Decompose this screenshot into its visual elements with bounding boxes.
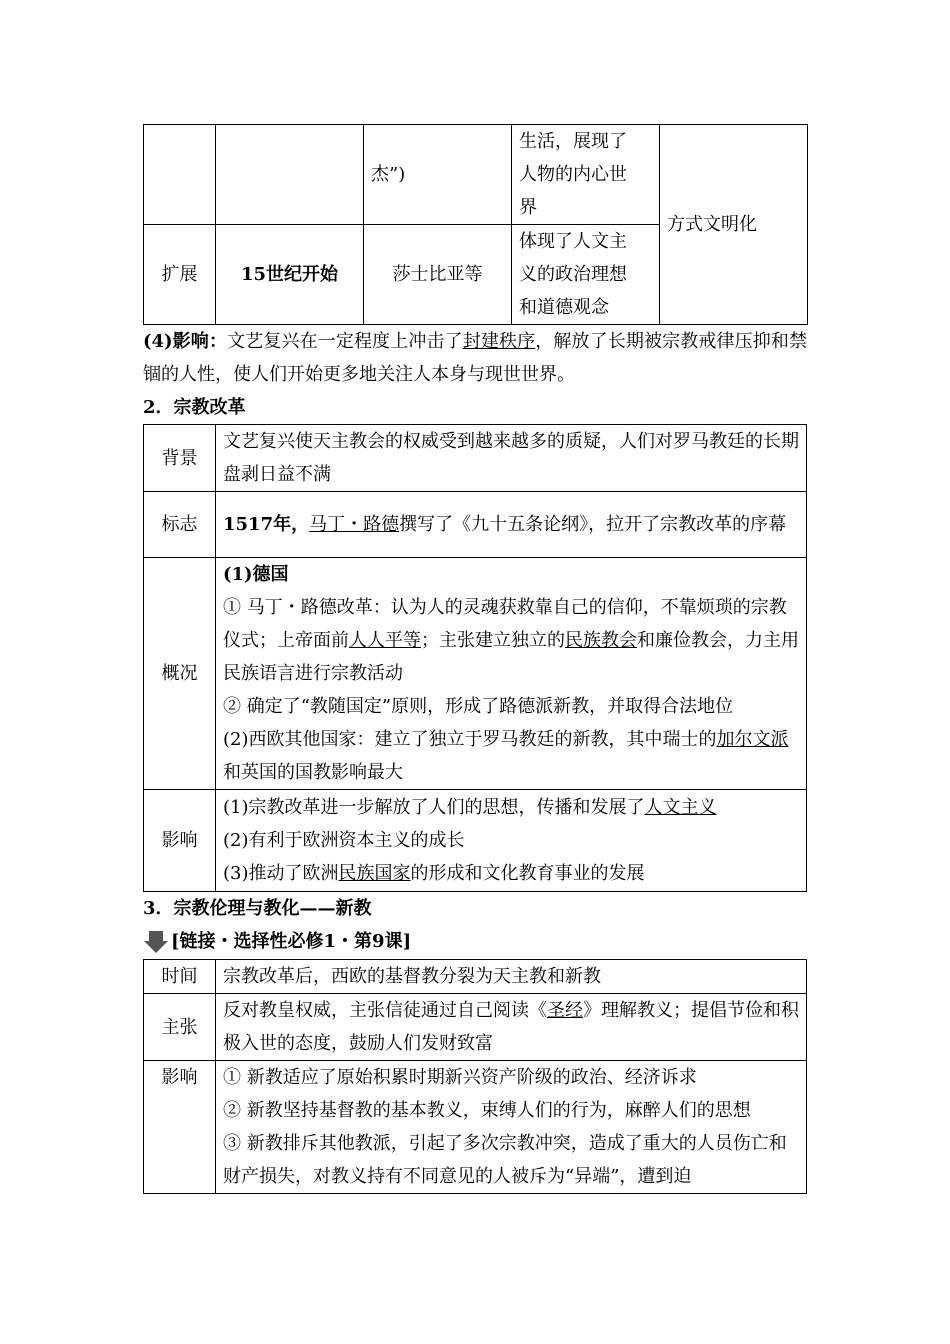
table-row [144, 125, 808, 225]
row-label: 扩展 [161, 264, 198, 285]
table-cell [216, 125, 364, 225]
table-row [144, 790, 807, 892]
impact-text: 文艺复兴在一定程度上冲击了 [227, 331, 463, 352]
row-label: 时间 [161, 966, 198, 987]
underlined-term: 人人平等 [349, 630, 421, 651]
table-cell [512, 125, 660, 225]
table-cell [364, 125, 512, 225]
cell-text: (2)有利于欧洲资本主义的成长 [223, 830, 465, 851]
table-cell [216, 225, 364, 325]
table-cell [216, 425, 807, 492]
table-row [144, 960, 807, 994]
row-label: 概况 [161, 663, 198, 684]
table-cell [144, 125, 216, 225]
cell-text: 1517年， [223, 514, 310, 535]
cell-text: 文艺复兴使天主教会的权威受到越来越多的质疑，人们对罗马教廷的长期盘剥日益不满 [223, 431, 799, 485]
link-text: [链接・选择性必修1・第9课] [171, 931, 412, 952]
table-cell [144, 225, 216, 325]
cell-text: 和英国的国教影响最大 [223, 762, 403, 783]
cell-text: ；主张建立独立的 [421, 630, 565, 651]
cell-text: 莎士比亚等 [392, 264, 483, 285]
table-cell [216, 994, 807, 1061]
table-row [144, 1061, 807, 1194]
table-cell [216, 1061, 807, 1194]
table-cell [364, 225, 512, 325]
table-cell [216, 558, 807, 790]
table-cell [216, 960, 807, 994]
link-reference [143, 925, 807, 959]
row-label: 标志 [161, 514, 198, 535]
table-row [144, 558, 807, 790]
cell-text: 和道德观念 [519, 297, 609, 318]
cell-text: ③ 新教排斥其他教派，引起了多次宗教冲突，造成了重大的人员伤亡和财产损失，对教义持有不同意见的人被斥为“异端”，遭到迫 [223, 1133, 787, 1187]
underlined-term: 民族教会 [565, 630, 637, 651]
table-cell [216, 492, 807, 558]
table-cell [144, 994, 216, 1061]
table-cell [144, 558, 216, 790]
underlined-term: 人文主义 [644, 797, 717, 818]
cell-text: (1)宗教改革进一步解放了人们的思想，传播和发展了 [223, 797, 645, 818]
cell-text: (3)推动了欧洲 [223, 863, 339, 884]
cell-text: ① 马丁・路德改革：认为人的灵魂获救靠自己的信仰，不靠烦琐的宗教仪式；上帝面前 [223, 597, 787, 651]
cell-text: (2)西欧其他国家：建立了独立于罗马教廷的新教，其中瑞士的 [223, 729, 717, 750]
reformation-table [143, 424, 807, 892]
table-row [144, 492, 807, 558]
cell-text: 15世纪开始 [240, 264, 339, 285]
cell-text: 体现了人文主 [519, 231, 627, 252]
cell-text: 反对教皇权威，主张信徒通过自己阅读《 [223, 1000, 547, 1021]
cell-text: 宗教改革后，西欧的基督教分裂为天主教和新教 [223, 966, 601, 987]
cell-text: 撰写了《九十五条论纲》，拉开了宗教改革的序幕 [399, 514, 787, 535]
row-label: 背景 [161, 447, 198, 469]
table-cell [660, 125, 808, 325]
row-label: 影响 [161, 830, 198, 851]
cell-text: 人物的内心世 [519, 164, 627, 185]
cell-text: 杰”) [371, 164, 406, 185]
cell-text: 方式文明化 [667, 214, 757, 235]
row-label: 主张 [161, 1016, 198, 1038]
cell-text: 的形成和文化教育事业的发展 [410, 863, 645, 884]
table-row [144, 994, 807, 1061]
cell-text: ② 新教坚持基督教的基本教义，束缚人们的行为，麻醉人们的思想 [223, 1100, 751, 1121]
cell-text: 》理解教义；提倡节俭和积极入世的态度，鼓励人们发财致富 [223, 1000, 799, 1054]
table-cell [512, 225, 660, 325]
cell-text: 义的政治理想 [519, 264, 627, 285]
cell-text: ① 新教适应了原始积累时期新兴资产阶级的政治、经济诉求 [223, 1067, 697, 1088]
underlined-term: 圣经 [547, 1000, 583, 1021]
underlined-term: 封建秩序 [462, 331, 536, 352]
protestant-table [143, 959, 807, 1194]
table-cell [144, 425, 216, 492]
cell-text: (1)德国 [223, 564, 289, 585]
cell-text: ② 确定了“教随国定”原则，形成了路德派新教，并取得合法地位 [223, 696, 734, 717]
section-heading: 2．宗教改革 [143, 397, 246, 418]
document-page [143, 124, 807, 1194]
cell-text: 界 [519, 197, 537, 218]
table-cell [144, 790, 216, 892]
impact-paragraph [143, 325, 807, 391]
impact-text: ，解放了长期被宗教戒律压抑和禁锢的人性，使人们开始更多地关注人本身与现世世界。 [143, 331, 808, 385]
cell-text: 和廉俭教会，力主用民族语言进行宗教活动 [223, 630, 799, 684]
section-heading: 3．宗教伦理与教化——新教 [143, 898, 372, 919]
underlined-term: 马丁・路德 [309, 514, 400, 535]
table-cell [216, 790, 807, 892]
underlined-term: 民族国家 [338, 863, 411, 884]
table-row [144, 425, 807, 492]
arrow-down-icon [143, 929, 169, 955]
table-cell [144, 1061, 216, 1194]
underlined-term: 加尔文派 [716, 729, 789, 750]
impact-label: (4)影响： [143, 331, 228, 352]
table-cell [144, 492, 216, 558]
cell-text: 生活，展现了 [519, 131, 627, 152]
table-cell [144, 960, 216, 994]
row-label: 影响 [161, 1067, 198, 1088]
renaissance-table [143, 124, 808, 325]
